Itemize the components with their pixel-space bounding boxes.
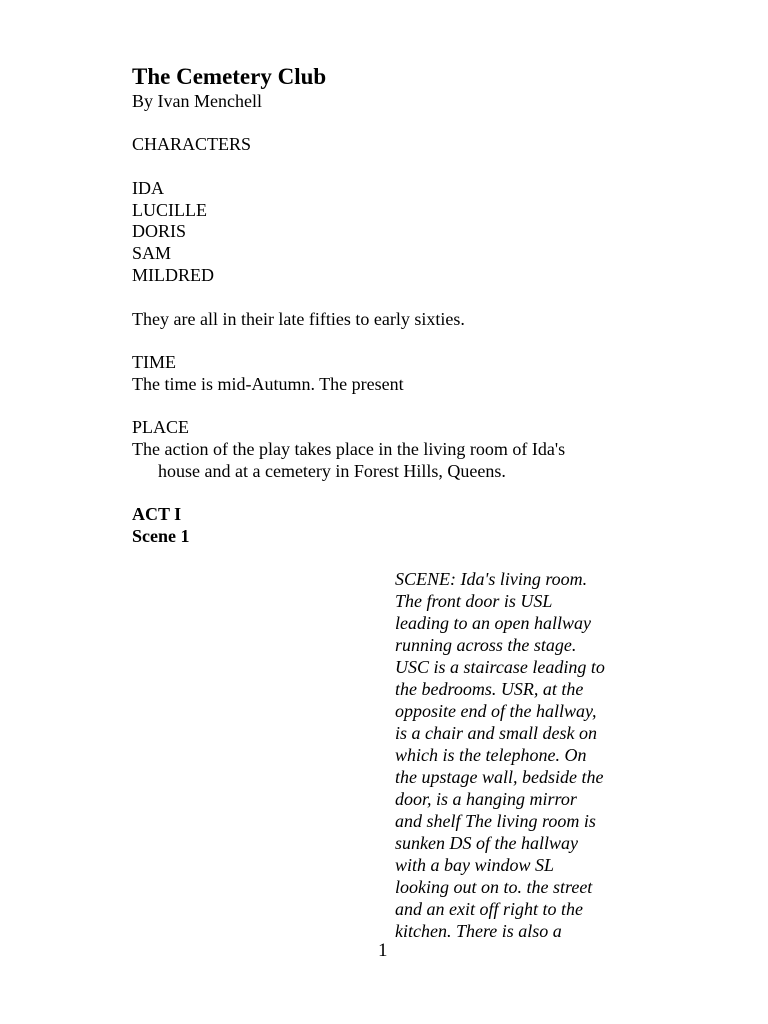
- scene-description-line: running across the stage.: [395, 635, 577, 655]
- character-name: SAM: [132, 243, 172, 263]
- scene-description-line: leading to an open hallway: [395, 613, 591, 633]
- scene-description-line: and shelf The living room is: [395, 811, 596, 831]
- scene-description-line: which is the telephone. On: [395, 745, 587, 765]
- scene-description-line: is a chair and small desk on: [395, 723, 597, 743]
- author-line: By Ivan Menchell: [132, 91, 262, 111]
- character-name: LUCILLE: [132, 200, 207, 220]
- scene-description-line: the bedrooms. USR, at the: [395, 679, 584, 699]
- time-heading: TIME: [132, 352, 176, 372]
- scene-description-line: door, is a hanging mirror: [395, 789, 577, 809]
- time-text: The time is mid-Autumn. The present: [132, 374, 404, 394]
- place-heading: PLACE: [132, 417, 190, 437]
- scene-description-line: and an exit off right to the: [395, 899, 583, 919]
- play-title: The Cemetery Club: [132, 64, 327, 89]
- act-heading: ACT I: [132, 504, 182, 524]
- scene-description-line: sunken DS of the hallway: [395, 833, 578, 853]
- scene-description-line: looking out on to. the street: [395, 877, 593, 897]
- page-number: 1: [378, 940, 388, 961]
- characters-heading: CHARACTERS: [132, 134, 252, 154]
- scene-heading: Scene 1: [132, 526, 190, 546]
- scene-description-line: opposite end of the hallway,: [395, 701, 597, 721]
- character-name: IDA: [132, 178, 164, 198]
- ages-note: They are all in their late fifties to early sixties.: [132, 309, 465, 329]
- scene-description-line: the upstage wall, bedside the: [395, 767, 604, 787]
- place-text-line-2: house and at a cemetery in Forest Hills, Queens.: [158, 461, 506, 481]
- character-name: DORIS: [132, 221, 187, 241]
- scene-description-line: SCENE: Ida's living room.: [395, 569, 588, 589]
- scene-description-line: with a bay window SL: [395, 855, 555, 875]
- scene-description-line: The front door is USL: [395, 591, 553, 611]
- scene-description: [395, 568, 645, 942]
- place-text-line-1: The action of the play takes place in the living room of Ida's: [132, 439, 566, 459]
- character-name: MILDRED: [132, 265, 214, 285]
- scene-description-line: USC is a staircase leading to: [395, 657, 605, 677]
- scene-description-line: kitchen. There is also a: [395, 921, 562, 941]
